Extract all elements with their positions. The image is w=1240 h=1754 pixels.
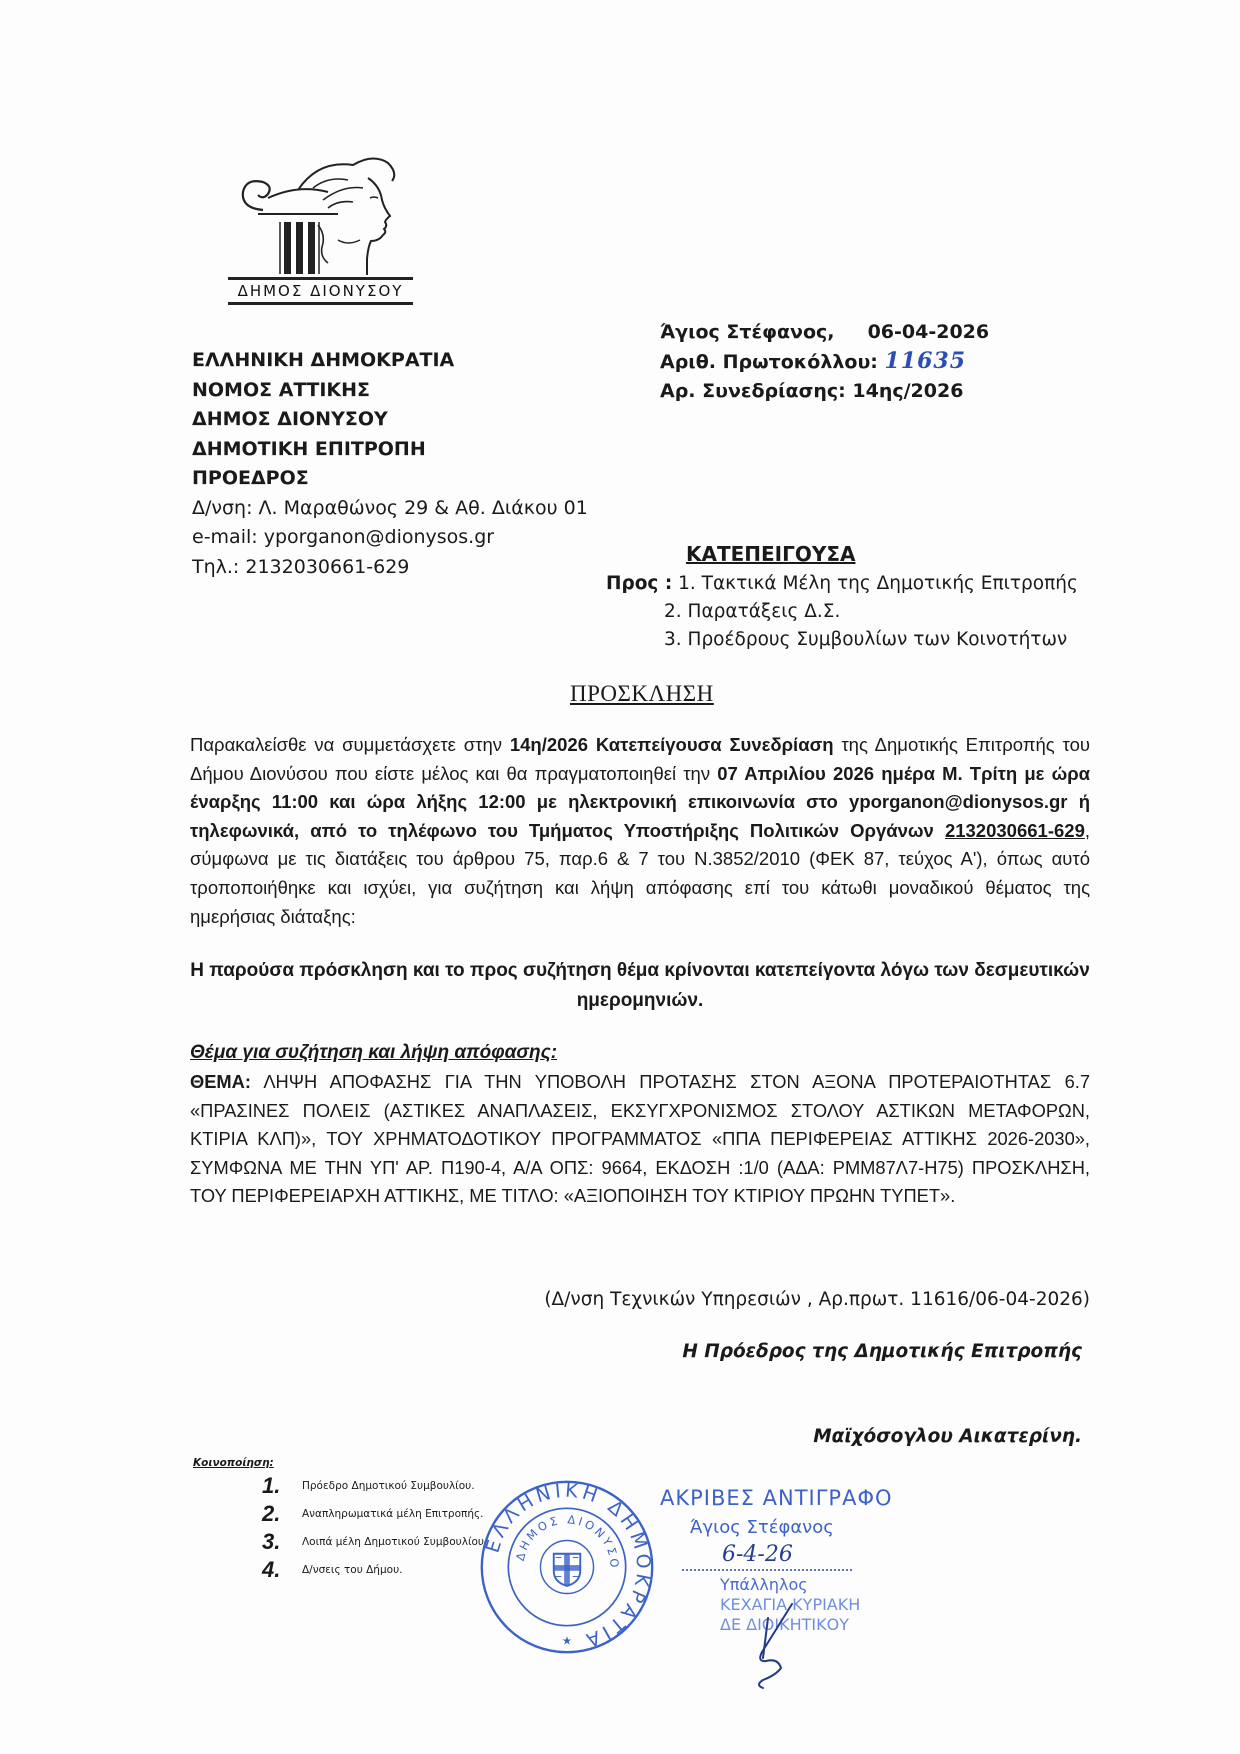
seal-outer-text: ΕΛΛΗΝΙΚΗ ΔΗΜΟΚΡΑΤΙΑ: [481, 1479, 655, 1653]
dionysus-head-column-icon: [228, 150, 413, 275]
protocol-line: [660, 347, 989, 377]
sender-phone: Τηλ.: 2132030661-629: [192, 555, 410, 578]
cc-label: Δ/νσεις του Δήμου.: [302, 1564, 403, 1576]
place-date-line: [660, 318, 989, 347]
document-meta: [660, 318, 989, 406]
handwritten-signature: [740, 1600, 810, 1690]
sender-address: Δ/νση: Λ. Μαραθώνος 29 & Αθ. Διάκου 01: [192, 496, 588, 519]
logo-text: ΔΗΜΟΣ ΔΙΟΝΥΣΟΥ: [237, 282, 404, 300]
cc-item: [262, 1528, 487, 1556]
stamp-employee-name: ΚΕΧΑΓΙΑ ΚΥΡΙΑΚΗ: [720, 1595, 861, 1614]
session-line: [660, 377, 989, 406]
stamp-date-line: [660, 1542, 893, 1569]
date-dotted-line: [682, 1569, 852, 1571]
recipients-label: Προς :: [606, 573, 673, 594]
cc-number: 4.: [262, 1557, 281, 1582]
source-reference: (Δ/νση Τεχνικών Υπηρεσιών , Αρ.πρωτ. 11616/06-04-2026): [544, 1289, 1090, 1310]
sender-line: ΝΟΜΟΣ ΑΤΤΙΚΗΣ: [192, 378, 371, 401]
document-title: ΠΡΟΣΚΛΗΣΗ: [570, 681, 714, 706]
cc-number: 1.: [262, 1473, 281, 1498]
protocol-label: Αριθ. Πρωτοκόλλου:: [660, 351, 878, 373]
cc-list: [262, 1472, 487, 1584]
sender-email: e-mail: yporganon@dionysos.gr: [192, 526, 495, 548]
sender-line: ΠΡΟΕΔΡΟΣ: [192, 467, 309, 489]
sender-line: ΔΗΜΟΤΙΚΗ ΕΠΙΤΡΟΠΗ: [192, 437, 426, 460]
meeting-details: 07 Απριλίου 2026 ημέρα Μ. Τρίτη με ώρα έναρξης 11:00 και ώρα λήξης 12:00 με ηλεκτρονική επικοινωνία στο yporganon@dionysos.gr ή τηλεφωνικά, από το τηλέφωνο του Τμήματος Υποστήριξης Πολιτικών Οργάνων: [190, 762, 1091, 841]
recipient-item: 1. Τακτικά Μέλη της Δημοτικής Επιτροπής: [678, 573, 1078, 594]
body-text: , σύμφωνα με τις διατάξεις του άρθρου 75, παρ.6 & 7 του Ν.3852/2010 (ΦΕΚ 87, τεύχος Α'), όπως αυτό τροποποιήθηκε και ισχύει, για συζήτηση και λήψη απόφασης επί του κάτωθι μοναδικού θέματος της ημερήσιας διάταξης:: [190, 819, 1090, 927]
signer-title: Η Πρόεδρος της Δημοτικής Επιτροπής: [682, 1341, 1082, 1362]
true-copy-heading: ΑΚΡΙΒΕΣ ΑΝΤΙΓΡΑΦΟ: [660, 1486, 893, 1510]
subject-paragraph: [190, 1068, 1090, 1211]
protocol-number: 11635: [884, 348, 967, 374]
body-text: της Δημοτικής Επιτροπής του Δήμου Διονύσου που είστε μέλος και θα πραγματοποιηθεί την: [190, 734, 1090, 784]
cc-heading: Κοινοποίηση:: [193, 1457, 274, 1469]
session-name: 14η/2026 Κατεπείγουσα Συνεδρίαση: [509, 734, 834, 755]
urgent-label: ΚΑΤΕΠΕΙΓΟΥΣΑ: [686, 542, 856, 566]
subject-text: ΛΗΨΗ ΑΠΟΦΑΣΗΣ ΓΙΑ ΤΗΝ ΥΠΟΒΟΛΗ ΠΡΟΤΑΣΗΣ ΣΤΟΝ ΑΞΟΝΑ ΠΡΟΤΕΡΑΙΟΤΗΤΑΣ 6.7 «ΠΡΑΣΙΝΕΣ ΠΟΛΕΙΣ (ΑΣΤΙΚΕΣ ΑΝΑΠΛΑΣΕΙΣ, ΕΚΣΥΓΧΡΟΝΙΣΜΟΣ ΣΤΟΛΟΥ ΑΣΤΙΚΩΝ ΜΕΤΑΦΟΡΩΝ, ΚΤΙΡΙΑ ΚΛΠ)», ΤΟΥ ΧΡΗΜΑΤΟΔΟΤΙΚΟΥ ΠΡΟΓΡΑΜΜΑΤΟΣ «ΠΠΑ ΠΕΡΙΦΕΡΕΙΑΣ ΑΤΤΙΚΗΣ 2026-2030», ΣΥΜΦΩΝΑ ΜΕ ΤΗΝ ΥΠ' ΑΡ. Π190-4, Α/Α ΟΠΣ: 9664, ΕΚΔΟΣΗ :1/0 (ΑΔΑ: ΡΜΜ87Λ7-Η75) ΠΡΟΣΚΛΗΣΗ, ΤΟΥ ΠΕΡΙΦΕΡΕΙΑΡΧΗ ΑΤΤΙΚΗΣ, ΜΕ ΤΙΤΛΟ: «ΑΞΙΟΠΟΙΗΣΗ ΤΟΥ ΚΤΙΡΙΟΥ ΠΡΩΗΝ ΤΥΠΕΤ».: [190, 1071, 1090, 1206]
body-text: Παρακαλείσθε να συμμετάσχετε στην: [190, 734, 510, 755]
cc-number: 3.: [262, 1529, 281, 1554]
subject-heading: Θέμα για συζήτηση και λήψη απόφασης:: [190, 1042, 558, 1063]
session-value: 14ης/2026: [852, 380, 964, 402]
municipality-logo: [228, 150, 413, 302]
recipients-block: [606, 570, 1078, 654]
sender-line: ΕΛΛΗΝΙΚΗ ΔΗΜΟΚΡΑΤΙΑ: [192, 349, 455, 371]
seal-inner-text: ΔΗΜΟΣ ΔΙΟΝΥΣΟ: [512, 1512, 622, 1571]
session-label: Αρ. Συνεδρίασης:: [660, 380, 846, 402]
cc-number: 2.: [262, 1501, 281, 1526]
date: 06-04-2026: [867, 321, 990, 343]
seal-stamp-icon: [478, 1478, 656, 1656]
stamp-date: 6-4-26: [722, 1542, 793, 1567]
cc-label: Αναπληρωματικά μέλη Επιτροπής.: [302, 1508, 484, 1520]
signature-scribble-icon: [740, 1600, 810, 1690]
sender-line: ΔΗΜΟΣ ΔΙΟΝΥΣΟΥ: [192, 408, 388, 430]
cc-label: Πρόεδρο Δημοτικού Συμβουλίου.: [302, 1480, 475, 1492]
stamp-place: Άγιος Στέφανος: [690, 1517, 834, 1538]
recipient-item: 3. Προέδρους Συμβουλίων των Κοινοτήτων: [664, 629, 1068, 650]
urgency-note: Η παρούσα πρόσκληση και το προς συζήτηση θέμα κρίνονται κατεπείγοντα λόγω των δεσμευτικών ημερομηνιών.: [190, 960, 1090, 1011]
stamp-employee-role: ΔΕ ΔΙΟΙΚΗΤΙΚΟΥ: [720, 1615, 849, 1634]
logo-divider: [228, 277, 413, 280]
subject-label: ΘΕΜΑ:: [190, 1071, 251, 1092]
logo-divider: [228, 302, 413, 305]
signer-name: Μαϊχόσογλου Αικατερίνη.: [813, 1426, 1082, 1447]
sender-block: [192, 346, 588, 582]
contact-phone: 2132030661-629: [944, 819, 1085, 841]
stamp-role: Υπάλληλος: [720, 1575, 808, 1594]
invitation-paragraph: [190, 731, 1090, 931]
recipient-item: 2. Παρατάξεις Δ.Σ.: [664, 601, 841, 622]
place: Άγιος Στέφανος,: [660, 321, 835, 343]
recipient-row: [606, 570, 1078, 598]
seal-star-icon: ★: [561, 1633, 573, 1648]
cc-item: [262, 1472, 487, 1500]
cc-item: [262, 1556, 487, 1584]
cc-item: [262, 1500, 487, 1528]
official-seal: [478, 1478, 656, 1666]
cc-label: Λοιπά μέλη Δημοτικού Συμβουλίου.: [302, 1536, 488, 1548]
